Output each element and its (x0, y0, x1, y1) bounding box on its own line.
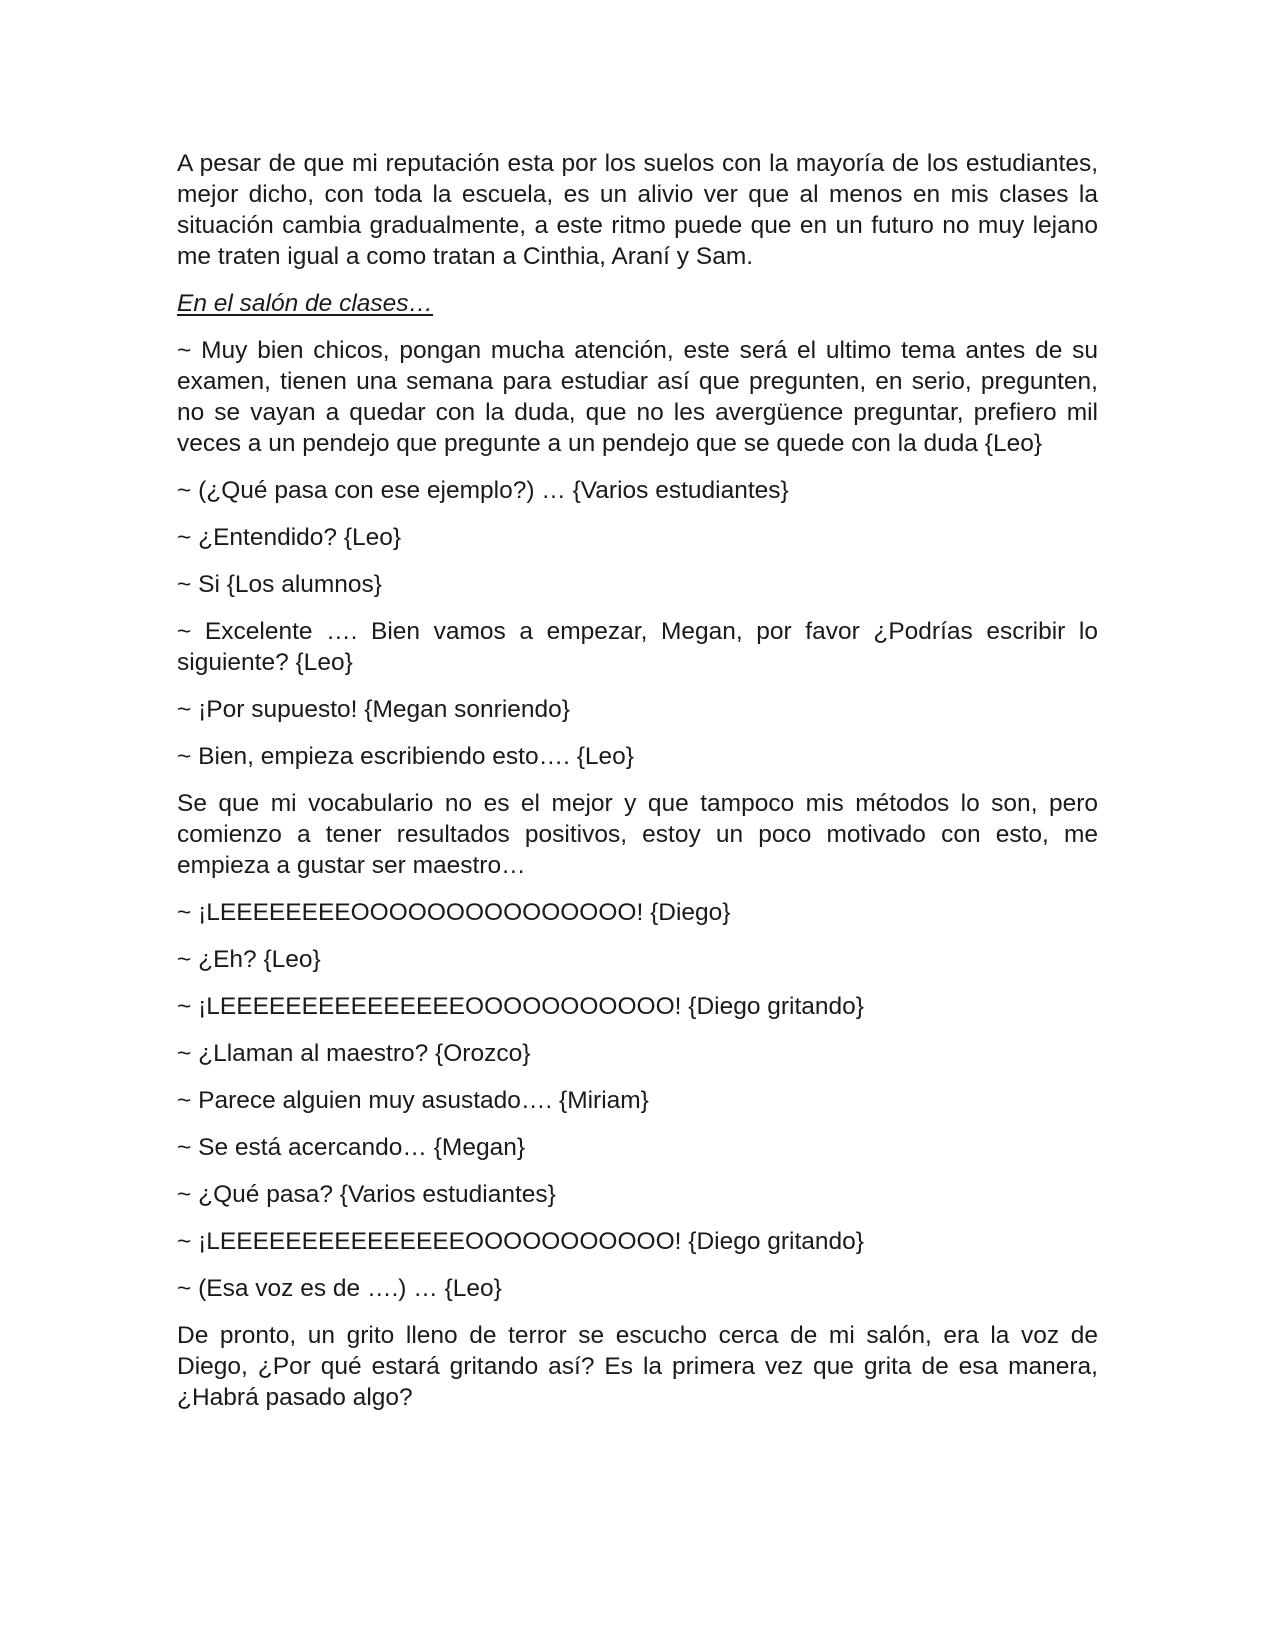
narration-paragraph: Se que mi vocabulario no es el mejor y que tampoco mis métodos lo son, pero comienzo a tener resultados positivos, estoy un poco motivado con esto, me empieza a gustar ser maestro… (177, 790, 1098, 879)
dialogue-line: ~ ¿Qué pasa? {Varios estudiantes} (177, 1181, 556, 1208)
dialogue-line: ~ (¿Qué pasa con ese ejemplo?) … {Varios estudiantes} (177, 477, 789, 504)
dialogue-line: ~ ¡Por supuesto! {Megan sonriendo} (177, 696, 570, 723)
dialogue-line: ~ Excelente …. Bien vamos a empezar, Megan, por favor ¿Podrías escribir lo siguiente? {Leo} (177, 618, 1098, 676)
dialogue-line: ~ Bien, empieza escribiendo esto…. {Leo} (177, 743, 634, 770)
narration-paragraph: De pronto, un grito lleno de terror se escucho cerca de mi salón, era la voz de Diego, ¿Por qué estará gritando así? Es la primera vez que grita de esa manera, ¿Habrá pasado algo? (177, 1322, 1098, 1411)
scene-heading: En el salón de clases… (177, 290, 434, 317)
dialogue-line: ~ Se está acercando… {Megan} (177, 1134, 526, 1161)
dialogue-line: ~ ¡LEEEEEEEEEEEEEEEOOOOOOOOOOO! {Diego gritando} (177, 993, 864, 1020)
dialogue-line: ~ Muy bien chicos, pongan mucha atención, este será el ultimo tema antes de su examen, tienen una semana para estudiar así que pregunten, en serio, pregunten, no se vayan a quedar con la duda, que no les avergüence preguntar, prefiero mil veces a un pendejo que pregunte a un pendejo que se quede con la duda {Leo} (177, 337, 1098, 457)
dialogue-line: ~ ¡LEEEEEEEEEEEEEEEOOOOOOOOOOO! {Diego gritando} (177, 1228, 864, 1255)
dialogue-line: ~ ¿Entendido? {Leo} (177, 524, 402, 551)
dialogue-line: ~ ¡LEEEEEEEEOOOOOOOOOOOOOOO! {Diego} (177, 899, 731, 926)
dialogue-line: ~ ¿Eh? {Leo} (177, 946, 321, 973)
dialogue-line: ~ (Esa voz es de ….) … {Leo} (177, 1275, 502, 1302)
dialogue-line: ~ Parece alguien muy asustado…. {Miriam} (177, 1087, 649, 1114)
dialogue-line: ~ ¿Llaman al maestro? {Orozco} (177, 1040, 531, 1067)
dialogue-line: ~ Si {Los alumnos} (177, 571, 382, 598)
narration-paragraph: A pesar de que mi reputación esta por los suelos con la mayoría de los estudiantes, mejor dicho, con toda la escuela, es un alivio ver que al menos en mis clases la situación cambia gradualmente, a este ritmo puede que en un futuro no muy lejano me traten igual a como tratan a Cinthia, Araní y Sam. (177, 150, 1098, 270)
document-body (177, 148, 1098, 1429)
